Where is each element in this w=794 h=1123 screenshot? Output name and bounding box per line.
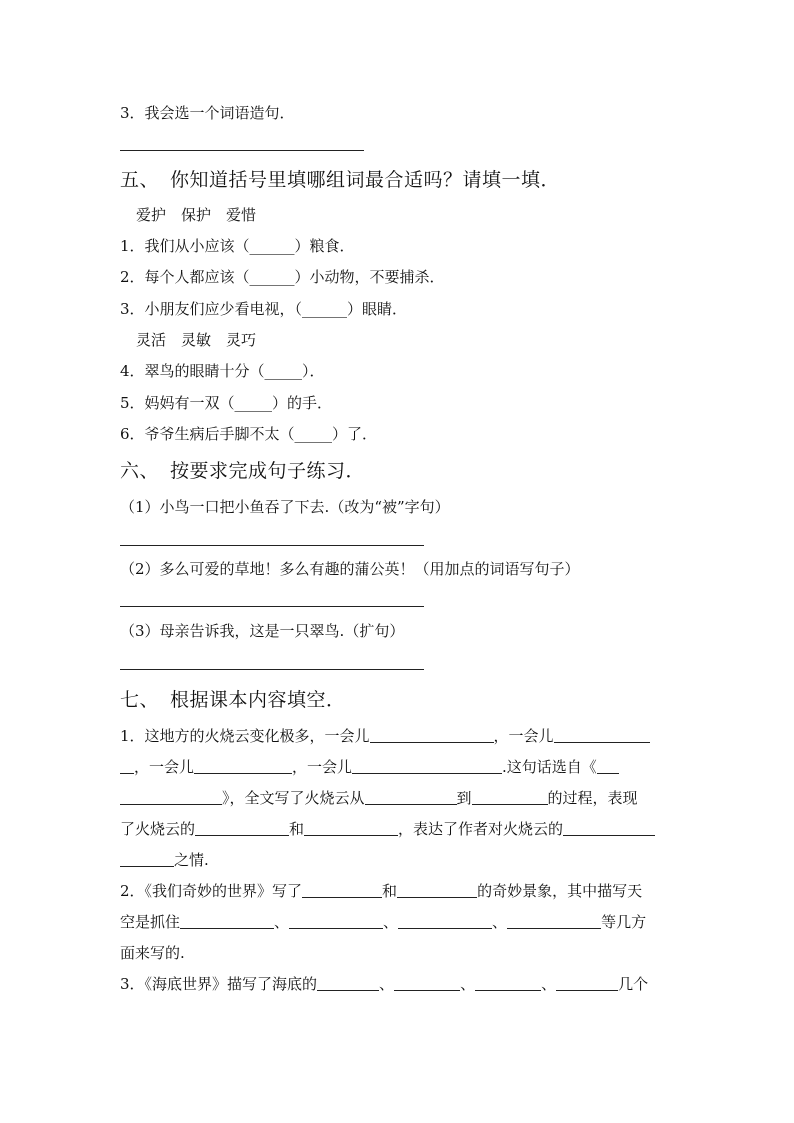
q7-3-row xyxy=(120,969,676,1000)
q7-1-row xyxy=(120,814,676,845)
word-bank-2: 灵活 灵敏 灵巧 xyxy=(136,331,257,349)
q7-1-row xyxy=(120,783,676,814)
q7-3-paragraph xyxy=(120,969,676,1000)
q7-3-text: 、 xyxy=(460,975,476,993)
q7-1-text: .这句话选自《 xyxy=(502,758,597,776)
section5-number: 五、 xyxy=(120,169,160,191)
q7-3-text: 3．《海底世界》描写了海底的 xyxy=(120,975,318,993)
q5-1-text: 1．我们从小应该（______）粮食． xyxy=(120,237,355,255)
q7-2-row xyxy=(120,907,676,938)
q7-1-text: 到 xyxy=(456,789,472,807)
section5-heading xyxy=(120,168,560,192)
answer-line-6-2 xyxy=(120,606,424,607)
q7-1-text: ，一会儿 xyxy=(134,758,195,776)
q7-1-row xyxy=(120,845,676,876)
q7-1-text: 和 xyxy=(289,820,305,838)
q4-3-text: 3．我会选一个词语造句． xyxy=(120,104,295,122)
section7-title: 根据课本内容填空． xyxy=(170,689,346,711)
fill-blank[interactable] xyxy=(394,974,460,991)
answer-line-4-3 xyxy=(120,150,364,151)
fill-blank[interactable] xyxy=(397,881,477,898)
q7-2-text: 、 xyxy=(274,913,290,931)
q7-1-text: 之情. xyxy=(174,851,209,869)
fill-blank[interactable] xyxy=(195,819,289,836)
fill-blank[interactable] xyxy=(304,819,398,836)
section6-number: 六、 xyxy=(120,460,160,482)
q7-2-text: 面来写的. xyxy=(120,944,185,962)
q7-1-row xyxy=(120,752,676,783)
q7-1-text: 了火烧云的 xyxy=(120,820,196,838)
q7-1-text: 1．这地方的火烧云变化极多，一会儿 xyxy=(120,727,370,745)
q7-3-text: 、 xyxy=(541,975,557,993)
q7-2-text: 等几方 xyxy=(601,913,647,931)
q5-5-text: 5．妈妈有一双（_____）的手． xyxy=(120,394,333,412)
fill-blank[interactable] xyxy=(289,912,383,929)
fill-blank[interactable] xyxy=(563,819,655,836)
fill-blank[interactable] xyxy=(554,726,650,743)
q5-6-text: 6．爷爷生病后手脚不太（_____）了． xyxy=(120,425,378,443)
word-bank-1: 爱护 保护 爱惜 xyxy=(136,206,257,224)
q6-1-text: （1）小鸟一口把小鱼吞了下去.（改为“被”字句） xyxy=(120,498,450,516)
q5-3-text: 3．小朋友们应少看电视，（______）眼睛． xyxy=(120,300,408,318)
answer-line-6-1 xyxy=(120,545,424,546)
fill-blank[interactable] xyxy=(194,757,292,774)
q7-2-text: 、 xyxy=(383,913,399,931)
fill-blank[interactable] xyxy=(120,788,222,805)
q7-1-text: 的过程，表现 xyxy=(547,789,638,807)
q7-1-text: ，表达了作者对火烧云的 xyxy=(398,820,564,838)
q6-3-text: （3）母亲告诉我，这是一只翠鸟.（扩句） xyxy=(120,622,405,640)
q7-1-text: ，一会儿 xyxy=(292,758,353,776)
section6-heading xyxy=(120,459,365,483)
fill-blank[interactable] xyxy=(370,726,494,743)
fill-blank[interactable] xyxy=(472,788,548,805)
section7-heading xyxy=(120,688,346,712)
fill-blank[interactable] xyxy=(365,788,457,805)
q5-4-text: 4．翠鸟的眼睛十分（_____）． xyxy=(120,362,325,380)
fill-blank[interactable] xyxy=(120,757,134,774)
q6-2-text: （2）多么可爱的草地！多么有趣的蒲公英！（用加点的词语写句子） xyxy=(120,560,580,578)
q7-1-text: 》，全文写了火烧云从 xyxy=(222,789,365,807)
q7-2-text: 、 xyxy=(492,913,508,931)
q7-3-text: 、 xyxy=(379,975,395,993)
q7-1-paragraph xyxy=(120,721,676,876)
fill-blank[interactable] xyxy=(317,974,379,991)
fill-blank[interactable] xyxy=(352,757,502,774)
fill-blank[interactable] xyxy=(475,974,541,991)
q7-3-text: 几个 xyxy=(618,975,649,993)
fill-blank[interactable] xyxy=(597,757,619,774)
fill-blank[interactable] xyxy=(507,912,601,929)
q7-2-paragraph xyxy=(120,876,676,969)
q7-1-text: ，一会儿 xyxy=(493,727,554,745)
fill-blank[interactable] xyxy=(556,974,618,991)
q7-2-text: 2．《我们奇妙的世界》写了 xyxy=(120,882,303,900)
answer-line-6-3 xyxy=(120,669,424,670)
section5-title: 你知道括号里填哪组词最合适吗？请填一填． xyxy=(170,169,561,191)
fill-blank[interactable] xyxy=(120,850,174,867)
section7-number: 七、 xyxy=(120,689,160,711)
fill-blank[interactable] xyxy=(180,912,274,929)
q7-2-text: 的奇妙景象，其中描写天 xyxy=(477,882,643,900)
q7-2-text: 和 xyxy=(382,882,398,900)
section6-title: 按要求完成句子练习． xyxy=(170,460,366,482)
fill-blank[interactable] xyxy=(302,881,382,898)
fill-blank[interactable] xyxy=(398,912,492,929)
q5-2-text: 2．每个人都应该（______）小动物，不要捕杀． xyxy=(120,268,445,286)
q7-2-row xyxy=(120,876,676,907)
q7-2-row xyxy=(120,938,676,969)
q7-2-text: 空是抓住 xyxy=(120,913,181,931)
q7-1-row xyxy=(120,721,676,752)
